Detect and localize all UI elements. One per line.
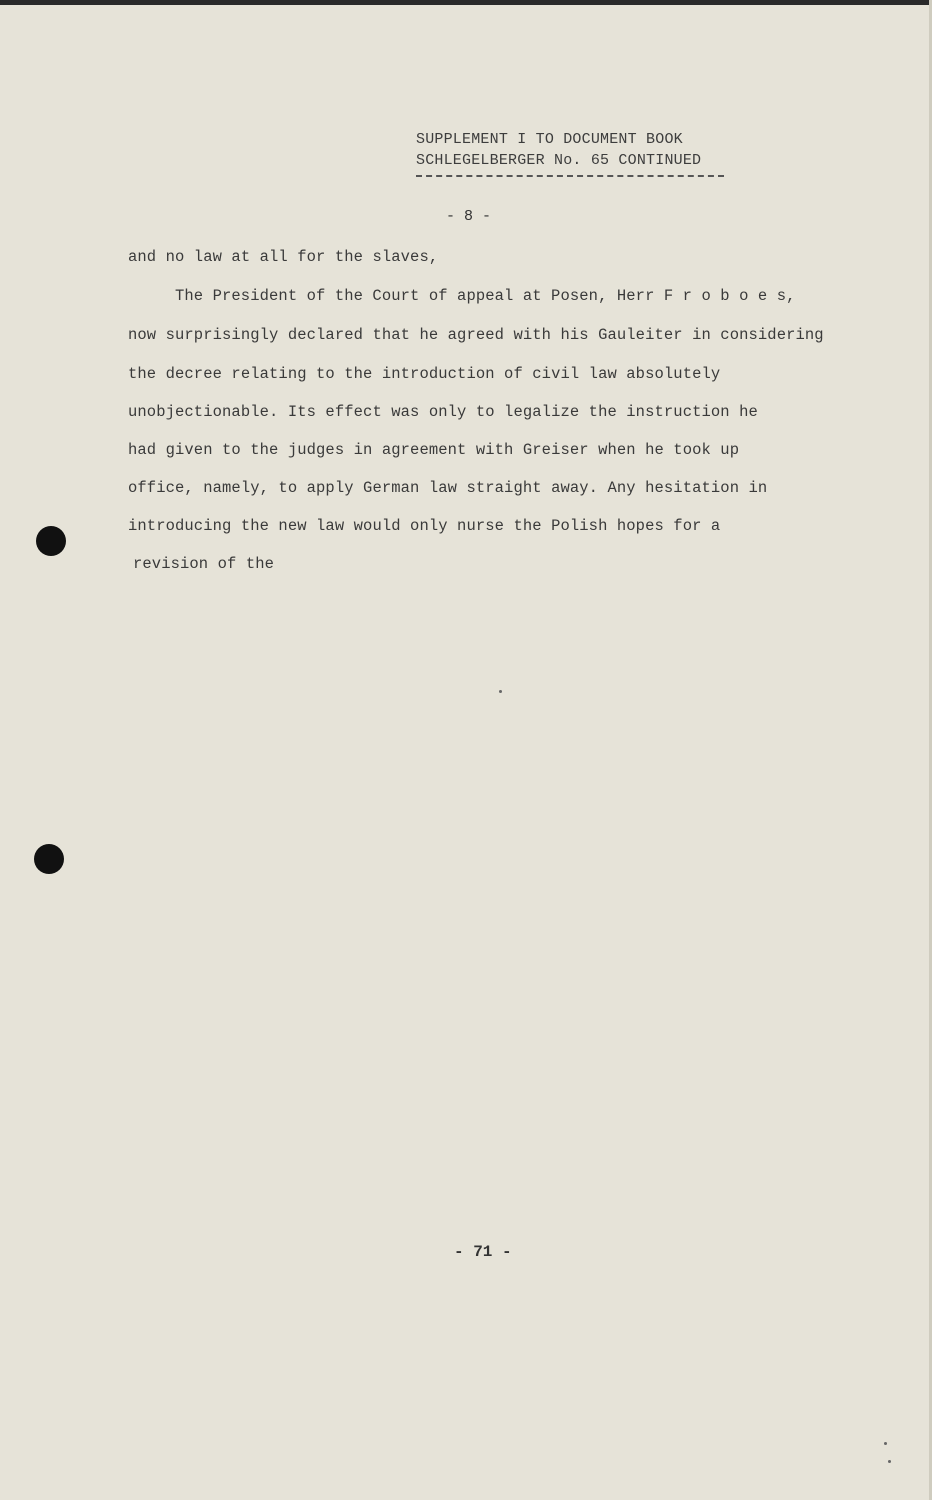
body-line: unobjectionable. Its effect was only to legalize the instruction he [128,403,758,421]
body-line: introducing the new law would only nurse the Polish hopes for a [128,517,721,535]
body-line: and no law at all for the slaves, [128,248,439,266]
paper-speck [884,1442,887,1445]
body-line: revision of the [133,555,275,573]
body-line: now surprisingly declared that he agreed with his Gauleiter in considering [128,326,824,344]
body-line: had given to the judges in agreement with Greiser when he took up [128,441,740,459]
header-document-book-line: SCHLEGELBERGER No. 65 CONTINUED [416,152,702,169]
header-dashed-rule [416,175,724,177]
page-top-edge [0,0,932,5]
body-line: the decree relating to the introduction of civil law absolutely [128,365,721,383]
punch-hole-lower [34,844,64,874]
body-line: The President of the Court of appeal at Posen, Herr F r o b o e s, [175,287,796,305]
punch-hole-upper [36,526,66,556]
page-marker: - 8 - [446,208,492,225]
paper-speck [499,690,502,693]
body-line: office, namely, to apply German law straight away. Any hesitation in [128,479,768,497]
paper-speck [888,1460,891,1463]
header-supplement-line: SUPPLEMENT I TO DOCUMENT BOOK [416,131,683,148]
footer-page-number: - 71 - [454,1243,512,1261]
